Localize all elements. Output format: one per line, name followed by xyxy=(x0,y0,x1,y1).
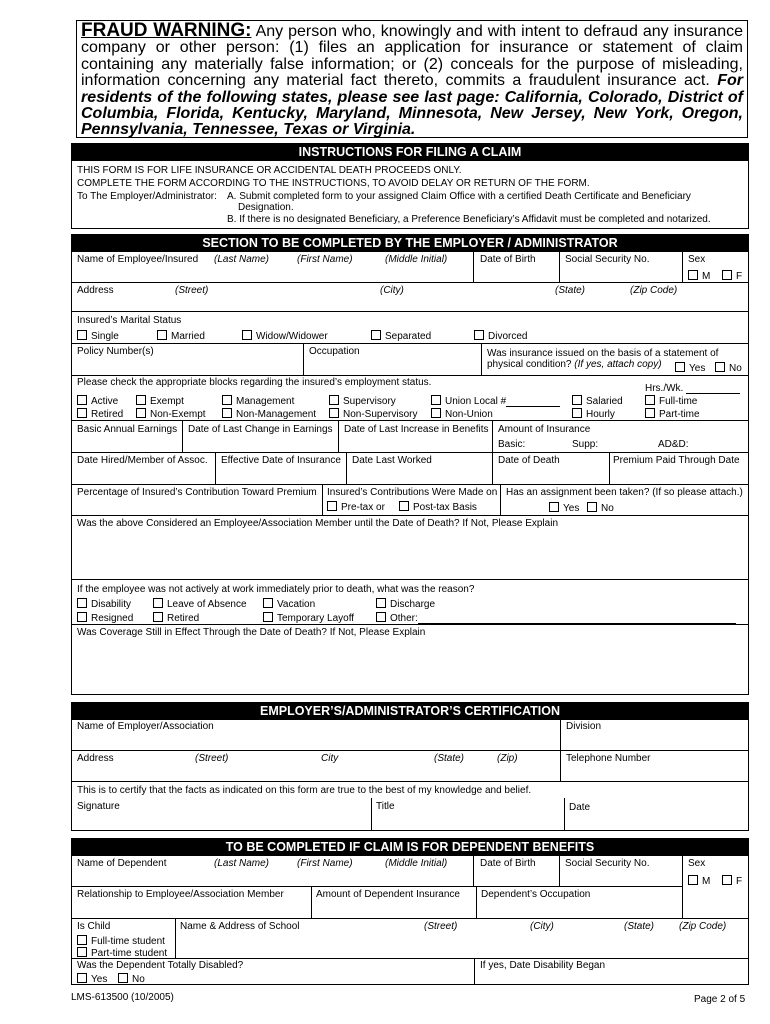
page-number: Page 2 of 5 xyxy=(694,994,746,1005)
checkbox-icon[interactable] xyxy=(474,330,484,340)
retired2-label: Retired xyxy=(167,613,200,624)
premium-paid-label: Premium Paid Through Date xyxy=(613,455,740,466)
last-worked-label: Date Last Worked xyxy=(352,455,432,466)
checkbox-icon[interactable] xyxy=(157,330,167,340)
fulltime-label: Full-time xyxy=(659,396,698,407)
dep-street-label: (Street) xyxy=(424,921,458,932)
opt-resigned[interactable] xyxy=(77,612,133,624)
exempt-label: Exempt xyxy=(150,396,184,407)
disabled-label: Was the Dependent Totally Disabled? xyxy=(77,960,244,971)
opt-married[interactable] xyxy=(157,330,205,342)
opt-fulltime[interactable] xyxy=(645,395,697,407)
state-label: (State) xyxy=(555,285,586,296)
policy-label: Policy Number(s) xyxy=(77,346,154,357)
supp-label: Supp: xyxy=(572,439,599,450)
dependent-header: TO BE COMPLETED IF CLAIM IS FOR DEPENDENT BENEFITS xyxy=(72,839,748,856)
checkbox-icon[interactable] xyxy=(572,395,582,405)
instr-line3b: A. Submit completed form to your assigned Claim Office with a certified Death Certificate and Beneficiary xyxy=(227,191,691,202)
opt-other[interactable] xyxy=(376,612,736,624)
statement-no[interactable] xyxy=(715,362,742,374)
opt-pretax[interactable] xyxy=(327,501,385,513)
opt-nonexempt[interactable] xyxy=(136,408,206,420)
zip-label: (Zip Code) xyxy=(630,285,678,296)
opt-layoff[interactable] xyxy=(263,612,354,624)
date-hired-label: Date Hired/Member of Assoc. xyxy=(77,455,208,466)
active-label: Active xyxy=(91,396,119,407)
assignment-label: Has an assignment been taken? (If so please attach.) xyxy=(506,487,743,498)
checkbox-icon[interactable] xyxy=(376,598,386,608)
checkbox-icon[interactable] xyxy=(77,973,87,983)
checkbox-icon[interactable] xyxy=(675,362,685,372)
title-label: Title xyxy=(376,801,395,812)
checkbox-icon[interactable] xyxy=(77,935,87,945)
vacation-label: Vacation xyxy=(277,599,316,610)
dep-sex-f[interactable] xyxy=(722,875,742,887)
amount-ins-label: Amount of Insurance xyxy=(498,424,591,435)
checkbox-icon[interactable] xyxy=(715,362,725,372)
checkbox-icon[interactable] xyxy=(722,875,732,885)
coverage-label: Was Coverage Still in Effect Through the Date of Death? If Not, Please Explain xyxy=(77,627,426,638)
parttime-label: Part-time xyxy=(659,409,700,420)
basic-label: Basic: xyxy=(498,439,526,450)
add-label: AD&D: xyxy=(658,439,689,450)
hrs-field[interactable] xyxy=(645,383,740,394)
date-label: Date xyxy=(569,802,591,813)
opt-disability[interactable] xyxy=(77,598,131,610)
checkbox-icon[interactable] xyxy=(329,395,339,405)
assignment-yes[interactable] xyxy=(549,502,579,514)
cert-section xyxy=(71,702,749,831)
cert-city-label: City xyxy=(321,753,339,764)
checkbox-icon[interactable] xyxy=(329,408,339,418)
dependent-section xyxy=(71,838,749,985)
pretax-label: Pre-tax or xyxy=(341,502,385,513)
division-label: Division xyxy=(566,721,602,732)
opt-management[interactable] xyxy=(222,395,294,407)
checkbox-icon[interactable] xyxy=(376,612,386,622)
checkbox-icon[interactable] xyxy=(572,408,582,418)
hrs-label: Hrs./Wk. xyxy=(645,383,684,394)
disabled-no[interactable] xyxy=(118,973,145,985)
management-label: Management xyxy=(236,396,295,407)
resigned-label: Resigned xyxy=(91,613,134,624)
signature-label: Signature xyxy=(77,801,120,812)
dep-yes-label: Yes xyxy=(91,974,108,985)
instr-line4: B. If there is no designated Beneficiary, a Preference Beneficiary’s Affidavit must be completed and notarized. xyxy=(227,214,711,225)
statement-attach: (If yes, attach copy) xyxy=(574,359,662,370)
dep-dob-label: Date of Birth xyxy=(480,858,536,869)
instr-line3c: Designation. xyxy=(238,202,294,213)
opt-retired[interactable] xyxy=(77,408,123,420)
union-label: Union Local # xyxy=(445,396,507,407)
checkbox-icon[interactable] xyxy=(263,598,273,608)
basic-earnings-label: Basic Annual Earnings xyxy=(77,424,178,435)
opt-nonsupervisory[interactable] xyxy=(329,408,417,420)
checkbox-icon[interactable] xyxy=(136,395,146,405)
dep-amount-label: Amount of Dependent Insurance xyxy=(316,889,460,900)
employer-section xyxy=(71,234,749,695)
opt-nonunion[interactable] xyxy=(431,408,493,420)
dep-occupation-label: Dependent’s Occupation xyxy=(481,889,591,900)
checkbox-icon[interactable] xyxy=(222,395,232,405)
cert-state-label: (State) xyxy=(434,753,465,764)
dep-sex-label: Sex xyxy=(688,858,706,869)
opt-posttax[interactable] xyxy=(399,501,477,513)
school-label: Name & Address of School xyxy=(180,921,300,932)
opt-vacation[interactable] xyxy=(263,598,315,610)
instr-line1: THIS FORM IS FOR LIFE INSURANCE OR ACCIDENTAL DEATH PROCEEDS ONLY. xyxy=(77,165,462,176)
fulltime-student-label: Full-time student xyxy=(91,936,165,947)
date-change-label: Date of Last Change in Earnings xyxy=(188,424,333,435)
yes-label: Yes xyxy=(689,363,706,374)
form-number: LMS-613500 (10/2005) xyxy=(71,992,174,1003)
checkbox-icon[interactable] xyxy=(688,270,698,280)
checkbox-icon[interactable] xyxy=(549,502,559,512)
retired-label: Retired xyxy=(91,409,124,420)
address-label: Address xyxy=(77,285,114,296)
checkbox-icon[interactable] xyxy=(242,330,252,340)
statement-label2: physical condition? xyxy=(487,359,572,370)
contrib-made-label: Insured’s Contributions Were Made on xyxy=(327,487,498,498)
opt-active[interactable] xyxy=(77,395,118,407)
sex-label: Sex xyxy=(688,254,706,265)
checkbox-icon[interactable] xyxy=(263,612,273,622)
dep-name-label: Name of Dependent xyxy=(77,858,167,869)
fraud-states: For residents of the following states, please see last page: California, Colorado, District of Columbia, Florida, Kentucky, Maryland, Minnesota, New Jersey, New York, Oregon, Pennsylvania, Tennessee, Texas or Virginia. xyxy=(81,72,743,139)
disabled-yes[interactable] xyxy=(77,973,107,985)
other-label: Other: xyxy=(390,613,418,624)
city-label: (City) xyxy=(380,285,404,296)
considered-label: Was the above Considered an Employee/Association Member until the Date of Death? If Not, Please Explain xyxy=(77,518,559,529)
sex-m[interactable] xyxy=(688,270,710,282)
fraud-warning xyxy=(76,20,748,138)
union-line[interactable] xyxy=(506,406,560,407)
nonsupervisory-label: Non-Supervisory xyxy=(343,409,418,420)
checkbox-icon[interactable] xyxy=(77,408,87,418)
checkbox-icon[interactable] xyxy=(371,330,381,340)
phone-label: Telephone Number xyxy=(566,753,651,764)
pct-contrib-label: Percentage of Insured’s Contribution Toward Premium xyxy=(77,487,317,498)
checkbox-icon[interactable] xyxy=(222,408,232,418)
dep-sex-m[interactable] xyxy=(688,875,710,887)
checkbox-icon[interactable] xyxy=(431,408,441,418)
employer-name-label: Name of Employer/Association xyxy=(77,721,214,732)
checkbox-icon[interactable] xyxy=(77,598,87,608)
checkbox-icon[interactable] xyxy=(327,501,337,511)
emp-status-label: Please check the appropriate blocks regarding the insured’s employment status. xyxy=(77,377,432,388)
street-label: (Street) xyxy=(175,285,209,296)
opt-exempt[interactable] xyxy=(136,395,184,407)
cert-street-label: (Street) xyxy=(195,753,229,764)
opt-single[interactable] xyxy=(77,330,119,342)
disability-began-label: If yes, Date Disability Began xyxy=(480,960,606,971)
dep-m-label: M xyxy=(702,876,711,887)
dep-no-label: No xyxy=(132,974,145,985)
widow-label: Widow/Widower xyxy=(256,331,328,342)
sex-m-label: M xyxy=(702,271,711,282)
checkbox-icon[interactable] xyxy=(153,598,163,608)
instr-line2: COMPLETE THE FORM ACCORDING TO THE INSTRUCTIONS, TO AVOID DELAY OR RETURN OF THE FORM. xyxy=(77,178,590,189)
dep-last-label: (Last Name) xyxy=(214,858,270,869)
posttax-label: Post-tax Basis xyxy=(413,502,477,513)
not-active-label: If the employee was not actively at work immediately prior to death, what was the reason? xyxy=(77,584,475,595)
checkbox-icon[interactable] xyxy=(399,501,409,511)
cert-header: EMPLOYER’S/ADMINISTRATOR’S CERTIFICATION xyxy=(72,703,748,720)
checkbox-icon[interactable] xyxy=(77,330,87,340)
date-increase-label: Date of Last Increase in Benefits xyxy=(344,424,489,435)
dep-f-label: F xyxy=(736,876,743,887)
instructions-header: INSTRUCTIONS FOR FILING A CLAIM xyxy=(72,144,748,161)
hrs-line[interactable] xyxy=(686,393,740,394)
occupation-label: Occupation xyxy=(309,346,360,357)
is-child-label: Is Child xyxy=(77,921,111,932)
certify-label: This is to certify that the facts as indicated on this form are true to the best of my knowledge and belief. xyxy=(77,785,532,796)
opt-union[interactable] xyxy=(431,395,560,407)
disability-label: Disability xyxy=(91,599,132,610)
opt-widow[interactable] xyxy=(242,330,328,342)
discharge-label: Discharge xyxy=(390,599,436,610)
leave-label: Leave of Absence xyxy=(167,599,247,610)
opt-nonmanagement[interactable] xyxy=(222,408,316,420)
marital-label: Insured’s Marital Status xyxy=(77,315,182,326)
opt-parttime[interactable] xyxy=(645,408,700,420)
sex-f[interactable] xyxy=(722,270,742,282)
cert-zip-label: (Zip) xyxy=(497,753,518,764)
opt-fulltime-student[interactable] xyxy=(77,935,165,947)
dep-zip-label: (Zip Code) xyxy=(679,921,727,932)
fraud-title: FRAUD WARNING: xyxy=(81,20,252,41)
instructions-section xyxy=(71,143,749,229)
last-name-label: (Last Name) xyxy=(214,254,270,265)
relationship-label: Relationship to Employee/Association Member xyxy=(77,889,284,900)
layoff-label: Temporary Layoff xyxy=(277,613,355,624)
yes-label: Yes xyxy=(563,503,580,514)
sex-f-label: F xyxy=(736,271,743,282)
separated-label: Separated xyxy=(385,331,432,342)
statement-label: Was insurance issued on the basis of a statement of xyxy=(487,348,719,359)
employer-header: SECTION TO BE COMPLETED BY THE EMPLOYER / ADMINISTRATOR xyxy=(72,235,748,252)
checkbox-icon[interactable] xyxy=(431,395,441,405)
date-death-label: Date of Death xyxy=(498,455,560,466)
assignment-no[interactable] xyxy=(587,502,614,514)
single-label: Single xyxy=(91,331,119,342)
name-label: Name of Employee/Insured xyxy=(77,254,199,265)
opt-separated[interactable] xyxy=(371,330,431,342)
dep-ssn-label: Social Security No. xyxy=(565,858,650,869)
opt-divorced[interactable] xyxy=(474,330,527,342)
ssn-label: Social Security No. xyxy=(565,254,650,265)
checkbox-icon[interactable] xyxy=(136,408,146,418)
opt-hourly[interactable] xyxy=(572,408,615,420)
salaried-label: Salaried xyxy=(586,396,623,407)
dep-middle-label: (Middle Initial) xyxy=(385,858,448,869)
nonexempt-label: Non-Exempt xyxy=(150,409,206,420)
checkbox-icon[interactable] xyxy=(153,612,163,622)
opt-leave[interactable] xyxy=(153,598,247,610)
opt-retired2[interactable] xyxy=(153,612,199,624)
nonmanagement-label: Non-Management xyxy=(236,409,317,420)
opt-supervisory[interactable] xyxy=(329,395,396,407)
divorced-label: Divorced xyxy=(488,331,528,342)
no-label: No xyxy=(601,503,614,514)
dep-city-label: (City) xyxy=(530,921,554,932)
no-label: No xyxy=(729,363,742,374)
checkbox-icon[interactable] xyxy=(77,612,87,622)
checkbox-icon[interactable] xyxy=(645,408,655,418)
statement-yes[interactable] xyxy=(675,362,705,374)
checkbox-icon[interactable] xyxy=(722,270,732,280)
cert-address-label: Address xyxy=(77,753,114,764)
instr-line3a: To The Employer/Administrator: xyxy=(77,191,217,202)
checkbox-icon[interactable] xyxy=(688,875,698,885)
checkbox-icon[interactable] xyxy=(587,502,597,512)
checkbox-icon[interactable] xyxy=(645,395,655,405)
checkbox-icon[interactable] xyxy=(118,973,128,983)
dob-label: Date of Birth xyxy=(480,254,536,265)
opt-salaried[interactable] xyxy=(572,395,623,407)
middle-label: (Middle Initial) xyxy=(385,254,448,265)
opt-discharge[interactable] xyxy=(376,598,435,610)
supervisory-label: Supervisory xyxy=(343,396,396,407)
checkbox-icon[interactable] xyxy=(77,947,87,957)
nonunion-label: Non-Union xyxy=(445,409,493,420)
fraud-text: Any person who, knowingly and with intent to defraud any insurance company or other person: (1) files an application for insurance or statement of claim containing any materially false information; or (2) conceals for the purpose of misleading, information concerning any material fact thereto, commits a fraudulent insurance act. xyxy=(81,23,743,90)
first-name-label: (First Name) xyxy=(297,254,353,265)
eff-date-label: Effective Date of Insurance xyxy=(221,455,341,466)
checkbox-icon[interactable] xyxy=(77,395,87,405)
dep-first-label: (First Name) xyxy=(297,858,353,869)
parttime-student-label: Part-time student xyxy=(91,948,168,959)
hourly-label: Hourly xyxy=(586,409,615,420)
dep-state-label: (State) xyxy=(624,921,655,932)
married-label: Married xyxy=(171,331,205,342)
